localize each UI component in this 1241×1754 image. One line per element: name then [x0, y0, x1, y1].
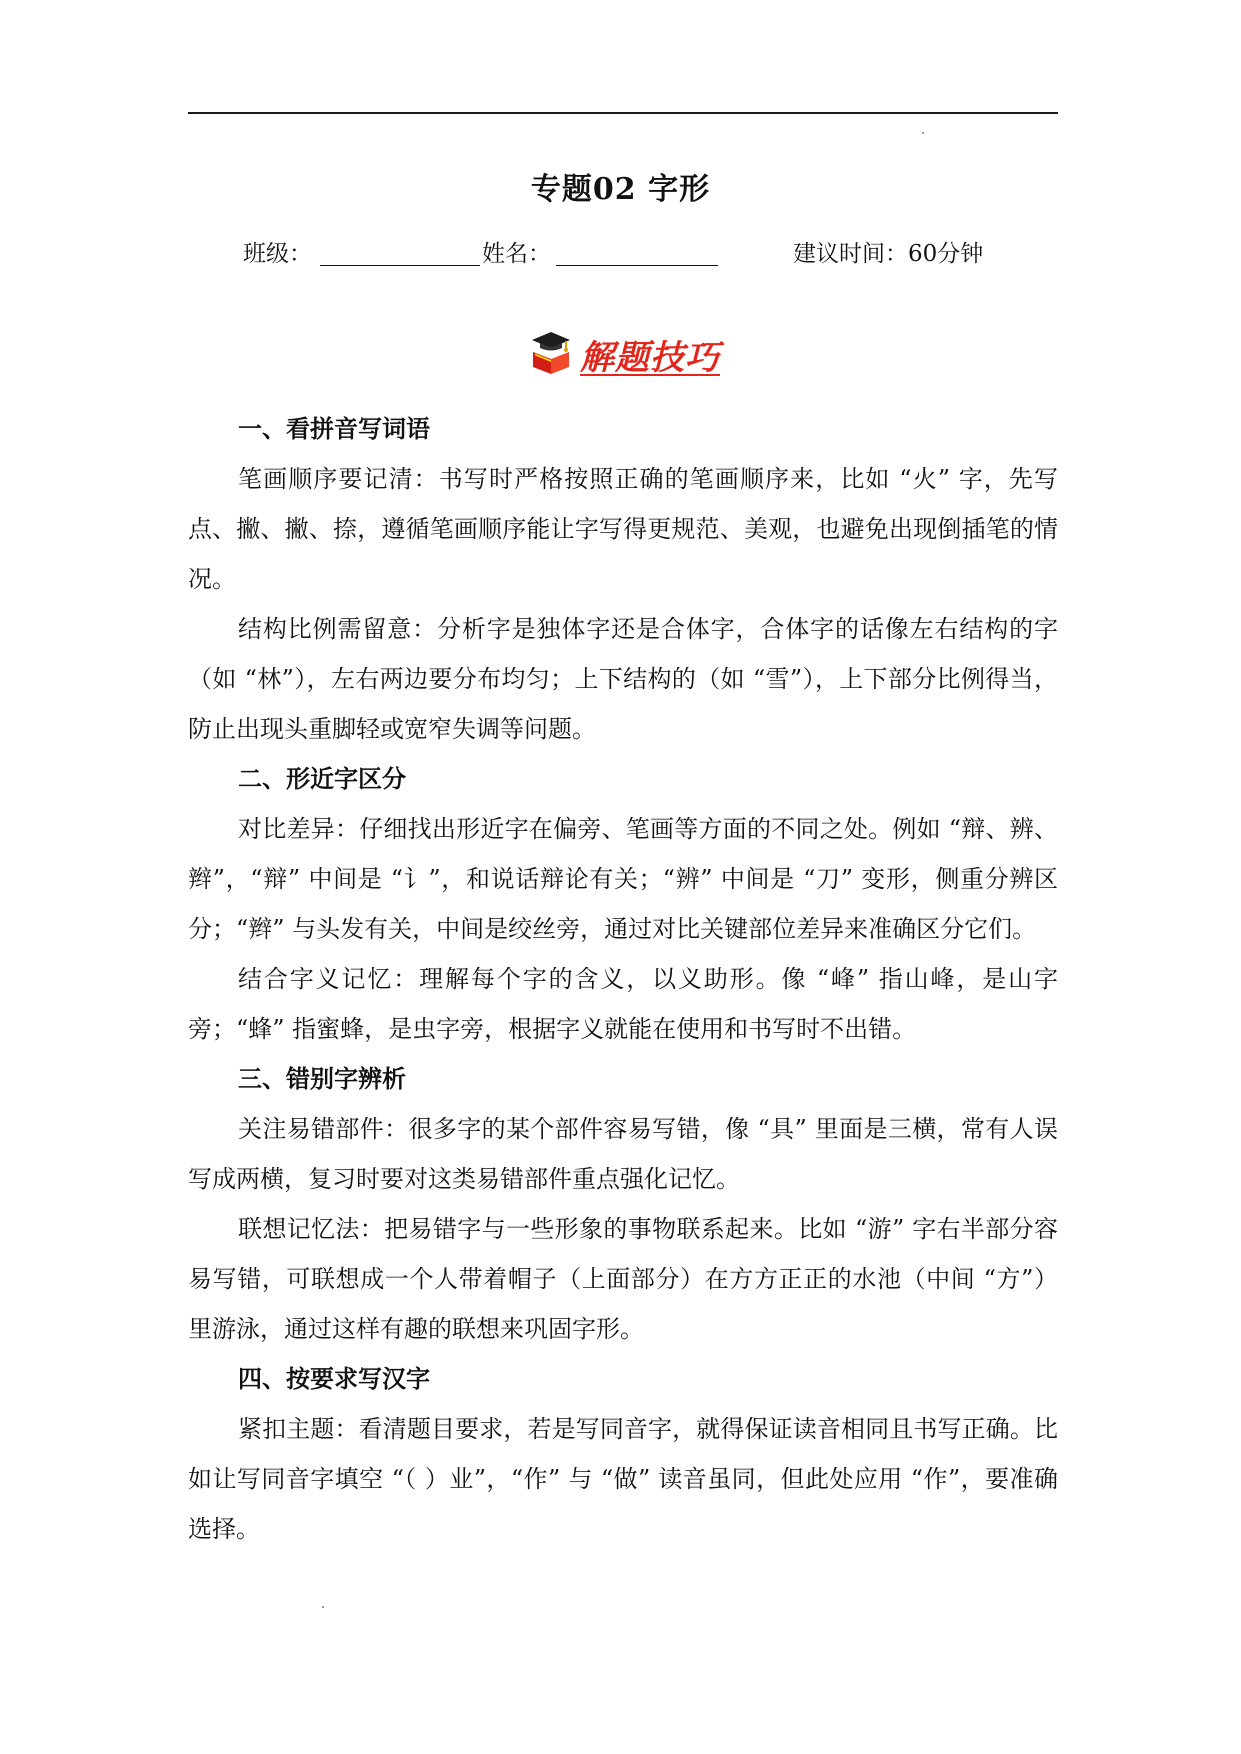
tips-badge-label: 解题技巧 — [580, 337, 720, 378]
section-heading: 三、错别字辨析 — [238, 1065, 406, 1093]
page-title: 专题02 字形 — [530, 172, 711, 207]
class-blank — [320, 265, 480, 266]
graduation-book-icon — [530, 329, 572, 379]
header-rule — [188, 112, 1058, 114]
speck-mark — [322, 1606, 324, 1608]
speck-mark — [922, 132, 924, 134]
section-paragraph: 联想记忆法：把易错字与一些形象的事物联系起来。比如 “游” 字右半部分容易写错，可联想成一个人带着帽子（上面部分）在方方正正的水池（中间 “方”）里游泳，通过这样有趣的联想来巩固字形。 — [188, 1215, 1058, 1343]
section-paragraph: 结构比例需留意：分析字是独体字还是合体字，合体字的话像左右结构的字（如 “林”），左右两边要分布均匀；上下结构的（如 “雪”），上下部分比例得当，防止出现头重脚轻或宽窄失调等问题。 — [188, 615, 1058, 743]
name-label: 姓名： — [482, 241, 551, 267]
section-paragraph: 笔画顺序要记清：书写时严格按照正确的笔画顺序来，比如 “火” 字，先写点、撇、撇、捺，遵循笔画顺序能让字写得更规范、美观，也避免出现倒插笔的情况。 — [188, 465, 1058, 593]
section-paragraph: 关注易错部件：很多字的某个部件容易写错，像 “具” 里面是三横，常有人误写成两横，复习时要对这类易错部件重点强化记忆。 — [188, 1115, 1058, 1193]
tips-badge — [530, 330, 720, 378]
section-paragraph: 对比差异：仔细找出形近字在偏旁、笔画等方面的不同之处。例如 “辩、辨、辫”，“辩” 中间是 “讠”，和说话辩论有关；“辨” 中间是 “刀” 变形，侧重分辨区分；“辫” 与头发有关，中间是绞丝旁，通过对比关键部位差异来准确区分它们。 — [188, 815, 1058, 943]
section-paragraph: 结合字义记忆：理解每个字的含义，以义助形。像 “峰” 指山峰，是山字旁；“蜂” 指蜜蜂，是虫字旁，根据字义就能在使用和书写时不出错。 — [188, 965, 1058, 1043]
time-label: 建议时间：60分钟 — [793, 241, 984, 267]
name-blank — [556, 265, 718, 266]
section-heading: 一、看拼音写词语 — [238, 415, 430, 443]
section-heading: 二、形近字区分 — [238, 765, 406, 793]
section-paragraph: 紧扣主题：看清题目要求，若是写同音字，就得保证读音相同且书写正确。比如让写同音字填空 “（ ）业”，“作” 与 “做” 读音虽同，但此处应用 “作”，要准确选择。 — [188, 1415, 1058, 1543]
tips-content — [188, 404, 1058, 1554]
section-heading: 四、按要求写汉字 — [238, 1365, 430, 1393]
class-label: 班级： — [243, 241, 312, 267]
